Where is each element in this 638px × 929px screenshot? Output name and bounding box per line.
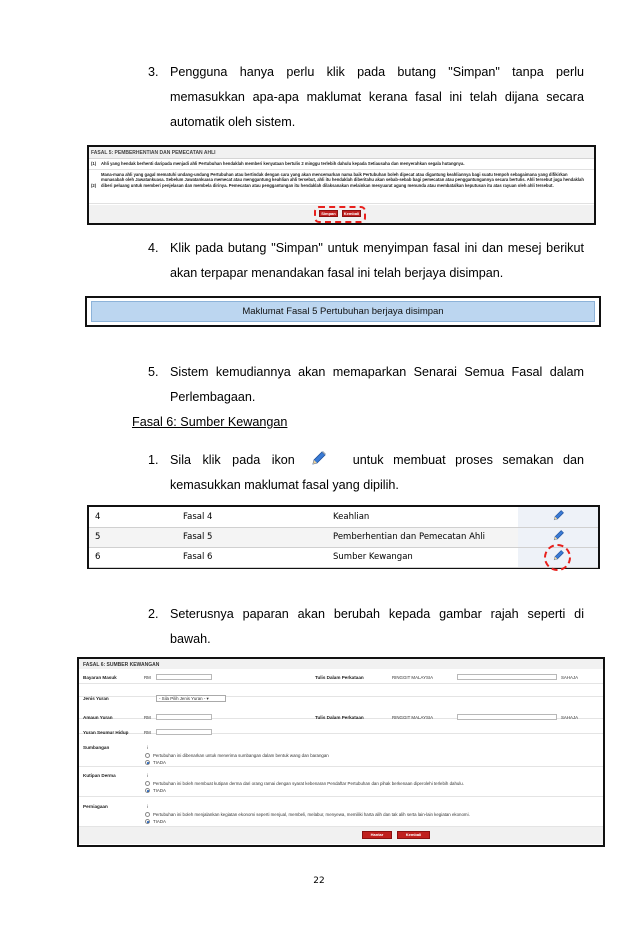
perkataan-input[interactable] [457,674,557,680]
page-number: 22 [313,876,325,886]
clause-text: Mana-mana ahli yang gagal mematuhi undang-undang Pertubuhan atau bertindak dengan cara yang akan mencemarkan nama baik Pertubuhan boleh dipecat atau digantung keahliannya bagi suatu tempoh sebagaimana yang difikirkan munasabah oleh Jawatankuasa. Sebelum Jawatankuasa memecat atau menggantung keahlian ahli tersebut, ahli itu hendaklah diberitahu akan sebab-sebab bagi pemecatan atau penggantungannya secara bertulis. Ahli tersebut juga hendaklah diberi peluang untuk memberi penjelasan dan membela dirinya. Pemecatan atau penggantungan itu hendaklah dilaksanakan melainkan mesyuarat agung menunda atau membatalkan keputusan itu atas rayuan oleh ahli tersebut. [101,172,584,188]
jenis-yuran-select[interactable] [156,695,226,702]
row-title: Keahlian [327,507,518,527]
step-number: 2. [148,607,159,621]
clause-row [89,171,594,204]
option-text: TIADA [153,819,166,824]
chevron-down-icon: ▾ [206,696,209,701]
row-number: 6 [89,547,177,567]
fasal6-form-screenshot [77,657,605,847]
perkataan-input[interactable] [457,714,557,720]
sahaja-label: SAHAJA [561,715,579,720]
option-text: TIADA [153,788,166,793]
button-bar [79,827,603,844]
tulis-perkataan-label: Tulis Dalam Perkataan [315,675,364,680]
row-fasal: Fasal 4 [177,507,327,527]
option-text: Pertubuhan ini boleh menjalankan kegiatan ekonomi seperti menjual, membeli, melabur, menyewa, memiliki harta alih dan tak alih serta lain-lain kegiatan ekonomi. [153,812,470,817]
fasal-table [89,507,598,568]
row-number: 4 [89,507,177,527]
sumbangan-radio-tiada[interactable] [145,760,150,765]
pencil-icon [310,450,327,476]
row-fasal: Fasal 6 [177,547,327,567]
back-button[interactable]: Kembali [397,831,430,839]
success-screenshot [85,296,601,327]
step-line: akan terpapar menandakan fasal ini telah berjaya disimpan. [170,266,504,280]
item-number: i [147,804,148,809]
save-button[interactable]: Simpan [319,210,338,217]
sumbangan-radio-yes[interactable] [145,753,150,758]
kutipan-radio-yes[interactable] [145,781,150,786]
kutipan-derma-label: Kutipan Derma [83,773,116,778]
kutipan-radio-tiada[interactable] [145,788,150,793]
item-number: i [147,773,148,778]
row-fasal: Fasal 5 [177,527,327,547]
step-line: Seterusnya paparan akan berubah kepada gambar rajah seperti di [170,607,584,621]
form-header: FASAL 6: SUMBER KEWANGAN [79,659,603,669]
step-line: Sistem kemudiannya akan memaparkan Senarai Semua Fasal dalam [170,365,584,379]
fasal5-header: FASAL 5: PEMBERHENTIAN DAN PEMECATAN AHLI [89,147,594,159]
currency-label: RM [144,730,151,735]
section-heading: Fasal 6: Sumber Kewangan [132,415,288,429]
jenis-yuran-label: Jenis Yuran [83,696,109,701]
sumbangan-label: Sumbangan [83,745,110,750]
clause-text: Ahli yang hendak berhenti daripada menjadi ahli Pertubuhan hendaklah memberi kenyataan bertulis 2 minggu terlebih dahulu kepada Setiausaha dan menyerahkan segala hutangnya. [101,161,465,166]
table-row [89,527,598,547]
success-message: Maklumat Fasal 5 Pertubuhan berjaya disimpan [91,301,595,322]
amaun-yuran-input[interactable] [156,714,212,720]
step-line: bawah. [170,632,211,646]
yuran-seumur-hidup-input[interactable] [156,729,212,735]
back-button[interactable]: Kembali [343,211,360,216]
highlight-ring [314,206,366,223]
edit-cell[interactable] [518,507,598,527]
step-number: 5. [148,365,159,379]
bayaran-masuk-label: Bayaran Masuk [83,675,117,680]
table-row [89,507,598,527]
tulis-perkataan-label: Tulis Dalam Perkataan [315,715,364,720]
amaun-yuran-label: Amaun Yuran [83,715,113,720]
clause-number: (2) [91,183,97,188]
table-row [89,547,598,567]
yuran-seumur-hidup-label: Yuran Seumur Hidup [83,730,129,735]
clause-number: (1) [91,161,97,166]
option-text: Pertubuhan ini boleh membuat kutipan derma dari orang ramai dengan syarat kebenaran Pendaftar Pertubuhan dan pihak berkenaan diperolehi terlebih dahulu. [153,781,464,786]
step-line: Perlembagaan. [170,390,256,404]
pencil-icon[interactable] [552,515,565,525]
step-line: Pengguna hanya perlu klik pada butang "Simpan" tanpa perlu [170,65,584,79]
fasal5-screenshot [87,145,596,225]
row-title: Pemberhentian dan Pemecatan Ahli [327,527,518,547]
step-line: Sila klik pada ikon [170,453,295,467]
perniagaan-radio-yes[interactable] [145,812,150,817]
row-number: 5 [89,527,177,547]
currency-label: RM [144,715,151,720]
option-text: TIADA [153,760,166,765]
perniagaan-label: Perniagaan [83,804,108,809]
step-number: 4. [148,241,159,255]
button-bar [89,205,594,223]
step-number: 3. [148,65,159,79]
item-number: i [147,745,148,750]
ringgit-label: RINGGIT MALAYSIA [392,675,434,680]
fasal-list-screenshot [87,505,600,569]
option-text: Pertubuhan ini dibenarkan untuk menerima sumbangan dalam bentuk wang dan barangan [153,753,329,758]
ringgit-label: RINGGIT MALAYSIA [392,715,434,720]
currency-label: RM [144,675,151,680]
step-line: untuk membuat proses semakan dan [352,453,584,467]
clause-row [89,160,594,170]
row-title: Sumber Kewangan [327,547,518,567]
step-line: kemasukkan maklumat fasal yang dipilih. [170,478,399,492]
edit-cell[interactable] [518,547,598,567]
bayaran-masuk-input[interactable] [156,674,212,680]
sahaja-label: SAHAJA [561,675,579,680]
hantar-button[interactable]: Hantar [362,831,392,839]
step-number: 1. [148,453,159,467]
step-line: memasukkan apa-apa maklumat kerana fasal ini telah dijana secara [170,90,584,104]
step-line: automatik oleh sistem. [170,115,296,129]
highlight-ring [544,544,571,571]
select-value: - Sila Pilih Jenis Yuran - [159,696,206,701]
perniagaan-radio-tiada[interactable] [145,819,150,824]
step-line: Klik pada butang "Simpan" untuk menyimpan fasal ini dan mesej berikut [170,241,584,255]
